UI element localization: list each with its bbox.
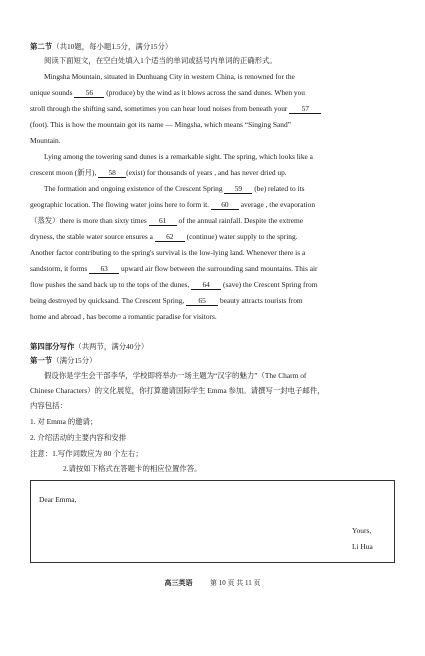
p1-line3-text: stroll through the shifting sand, sometimes you can hear loud noises from beneath your: [30, 104, 288, 113]
part4-section1-heading: [30, 356, 97, 366]
section2-title: 第二节: [30, 42, 53, 51]
part4-note: （共两节，满分40分）: [74, 342, 149, 351]
prompt-line1: 假设你是学生会干部李华，学校即将举办一场主题为“汉字的魅力”（The Charm of: [44, 371, 307, 380]
blank-61[interactable]: 61: [149, 216, 177, 226]
page-footer: [0, 578, 425, 588]
section2-heading: [30, 42, 172, 52]
p3-line8-text-b: beauty attracts tourists from: [219, 296, 303, 305]
letter-box: [30, 480, 395, 563]
letter-signature: Li Hua: [352, 542, 373, 551]
blank-60[interactable]: 60: [211, 200, 239, 210]
prompt-item1: 1. 对 Emma 的邀请；: [30, 417, 98, 426]
p3-line7-text-a: flow pushes the sand back up to the tops of the dunes,: [30, 280, 190, 289]
blank-56[interactable]: 56: [74, 88, 104, 98]
p2-line2-text-b: (exist) for thousands of years , and has never dried up.: [126, 168, 287, 177]
p1-line1-text: Mingsha Mountain, situated in Dunhuang City in western China, is renowned for the: [44, 72, 295, 81]
p3-line6-text-a: sandstorm, it forms: [30, 264, 88, 273]
p1-line2-text-b: (produce) by the wind as it blows across the sand dunes. When you: [106, 88, 305, 97]
prompt-note1: 注意：1.写作词数应为 80 个左右；: [30, 449, 143, 458]
prompt-line3: 内容包括：: [30, 401, 67, 410]
p3-line8: [30, 296, 303, 306]
blank-57[interactable]: 57: [289, 104, 321, 114]
part4-heading: [30, 342, 148, 352]
footer-subject: 高三英语: [164, 579, 193, 587]
p3-line6-text-b: upward air flow between the surrounding sand mountains. This air: [121, 264, 318, 273]
p3-line4-text-b: (continue) water supply to the spring.: [186, 232, 298, 241]
section1-note: （满分15分）: [52, 356, 97, 365]
p2-line2: [30, 168, 287, 178]
p1-line3: [30, 104, 321, 114]
blank-59[interactable]: 59: [224, 184, 252, 194]
p3-line2-text-b: average , the evaporation: [240, 200, 316, 209]
blank-65[interactable]: 65: [186, 296, 218, 306]
section1-title: 第一节: [30, 356, 53, 365]
blank-62[interactable]: 62: [155, 232, 185, 242]
p3-line9: home and abroad , has become a romantic paradise for visitors.: [30, 312, 217, 321]
prompt-item2: 2. 介绍活动的主要内容和安排: [30, 433, 127, 442]
p1-line4: (foot). This is how the mountain got its name — Mingsha, which means “Singing Sand”: [30, 120, 291, 129]
blank-64[interactable]: 64: [191, 280, 221, 290]
p3-line4: [30, 232, 298, 242]
p3-line1-text-b: (be) related to its: [254, 184, 305, 193]
p2-line1: Lying among the towering sand dunes is a remarkable sight. The spring, which looks like a: [44, 152, 313, 161]
prompt-note2: 2.请按如下格式在答题卡的相应位置作答。: [63, 464, 202, 473]
p1-line2: [30, 88, 305, 98]
p3-line7: [30, 280, 317, 290]
p3-line5: Another factor contributing to the spring's survival is the low-lying land. Whenever there is a: [30, 248, 306, 257]
p3-line3-text-b: of the annual rainfall. Despite the extreme: [178, 216, 304, 225]
p3-line1-text-a: The formation and ongoing existence of the Crescent Spring: [44, 184, 223, 193]
blank-58[interactable]: 58: [98, 168, 126, 178]
p3-line4-text-a: dryness, the stable water source ensures a: [30, 232, 153, 241]
blank-63[interactable]: 63: [89, 264, 119, 274]
p3-line7-text-b: (save) the Crescent Spring from: [223, 280, 318, 289]
p3-line3: [30, 216, 303, 226]
letter-closing: Yours,: [352, 526, 372, 535]
p3-line8-text-a: being destroyed by quicksand. The Crescent Spring,: [30, 296, 185, 305]
footer-page: 第 10 页 共 11 页: [210, 579, 261, 587]
p3-line2: [30, 200, 315, 210]
p1-line5: Mountain.: [30, 136, 61, 145]
prompt-line2: Chinese Characters）的文化展览，你打算邀请国际学生 Emma 参加。请撰写一封电子邮件，: [30, 386, 325, 395]
section2-note: （共10题，每小题1.5分，满分15分）: [52, 42, 173, 51]
p2-line2-text-a: crescent moon (新月),: [30, 168, 97, 177]
section2-instruction: 阅读下面短文，在空白处填入1个适当的单词或括号内单词的正确形式。: [44, 56, 277, 65]
p3-line2-text-a: geographic location. The flowing water joins here to form it.: [30, 200, 210, 209]
letter-greeting: Dear Emma,: [39, 495, 77, 504]
p3-line6: [30, 264, 318, 274]
p1-line1: [44, 72, 388, 82]
part4-title: 第四部分写作: [30, 342, 75, 351]
p1-line2-text-a: unique sounds: [30, 88, 73, 97]
p3-line3-text-a: （蒸发）there is more than sixty times: [30, 216, 147, 225]
p3-line1: [44, 184, 305, 194]
